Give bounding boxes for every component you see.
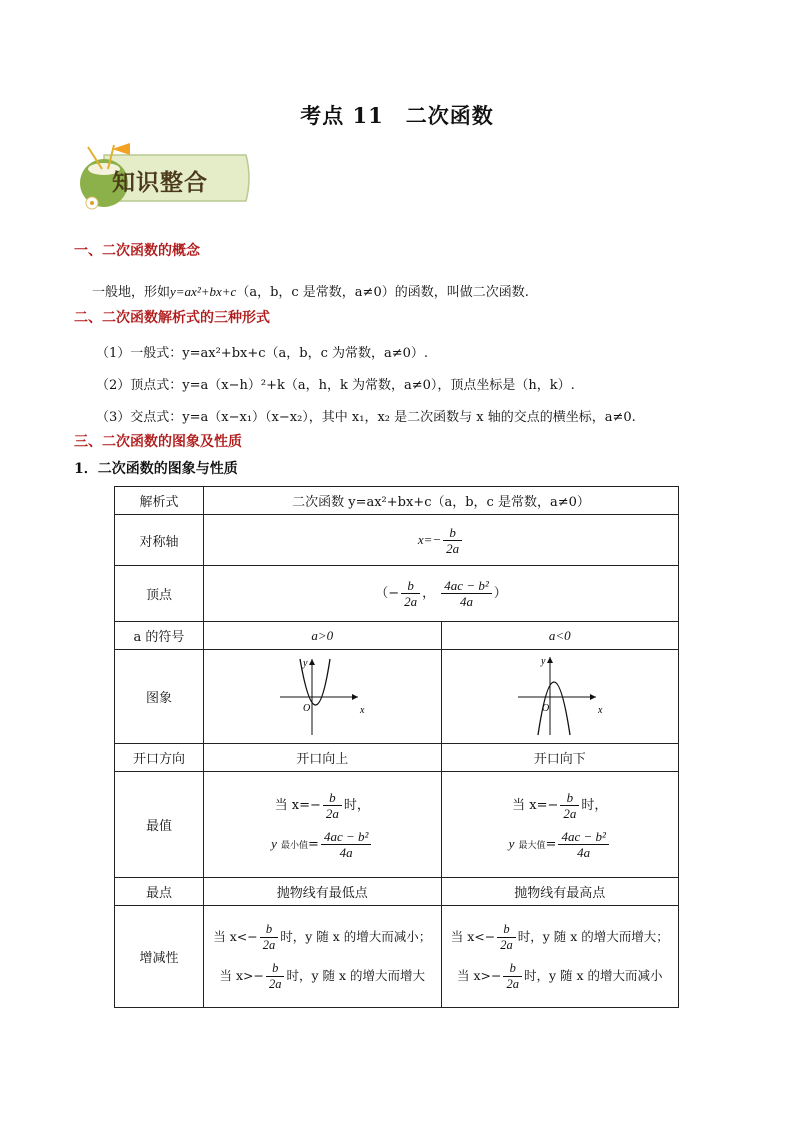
extreme-min: 当 x=− $\frac{b}{2a}$ 时， y 最小值= $\frac{\text{4ac − b²}}{4a}$ — [204, 772, 442, 878]
lowest-point: 抛物线有最低点 — [204, 878, 442, 906]
row-label: 增减性 — [115, 906, 204, 1008]
section2-heading: 二、二次函数解析式的三种形式 — [74, 310, 270, 326]
table-row — [115, 515, 679, 566]
open-up: 开口向上 — [204, 744, 442, 772]
table-row — [115, 622, 679, 650]
sign-positive: a>0 — [204, 622, 442, 650]
extreme-max: 当 x=− $\frac{b}{2a}$ 时， y 最大值= $\frac{\text{4ac − b²}}{4a}$ — [441, 772, 679, 878]
graph-x-label: x — [597, 704, 603, 716]
row-label: 解析式 — [115, 487, 204, 515]
parabola-up-graph — [272, 651, 372, 739]
section1-heading: 一、二次函数的概念 — [74, 243, 200, 259]
row-label: 图象 — [115, 650, 204, 744]
section1-text: 一般地，形如y=ax²+bx+c（a，b，c 是常数，a≠0）的函数，叫做二次函数. — [92, 284, 529, 300]
graph-origin-label: O — [303, 702, 311, 714]
highest-point: 抛物线有最高点 — [441, 878, 679, 906]
axis-value: x=− $\frac{b}{2a}$ — [204, 515, 679, 566]
section3-heading: 三、二次函数的图象及性质 — [74, 434, 242, 450]
page-title: 考点 11 二次函数 — [300, 103, 494, 128]
row-label: 最值 — [115, 772, 204, 878]
row-label: 最点 — [115, 878, 204, 906]
row-label: 顶点 — [115, 566, 204, 622]
sign-negative: a<0 — [441, 622, 679, 650]
open-down: 开口向下 — [441, 744, 679, 772]
form-general: （1）一般式：y=ax²+bx+c（a，b，c 为常数，a≠0）. — [96, 346, 429, 361]
umbrella-icon — [112, 143, 130, 155]
graph-y-label: y — [303, 657, 308, 669]
graph-y-label: y — [540, 655, 546, 667]
graph-x-label: x — [360, 704, 365, 716]
properties-table — [114, 486, 679, 1008]
monotonic-downward: 当 x<− $\frac{b}{2a}$ 时，y 随 x 的增大而增大； 当 x>− $\frac{b}{2a}$ 时，y 随 x 的增大而减小 — [441, 906, 679, 1008]
form-intercept: （3）交点式：y=a（x−x₁）（x−x₂），其中 x₁，x₂ 是二次函数与 x 轴的交点的横坐标，a≠0. — [96, 410, 636, 425]
row-label: 对称轴 — [115, 515, 204, 566]
table-row — [115, 744, 679, 772]
subsection-heading: 1．二次函数的图象与性质 — [74, 461, 238, 477]
table-row — [115, 566, 679, 622]
row-label: a 的符号 — [115, 622, 204, 650]
form-vertex: （2）顶点式：y=a（x−h）²+k（a，h，k 为常数，a≠0），顶点坐标是（h，k）. — [96, 378, 575, 393]
table-row — [115, 772, 679, 878]
monotonic-upward: 当 x<− $\frac{b}{2a}$ 时，y 随 x 的增大而减小； 当 x>− $\frac{b}{2a}$ 时，y 随 x 的增大而增大 — [204, 906, 442, 1008]
table-row — [115, 878, 679, 906]
expr-value: 二次函数 y=ax²+bx+c（a，b，c 是常数，a≠0） — [204, 487, 679, 515]
table-row — [115, 487, 679, 515]
table-row — [115, 650, 679, 744]
row-label: 开口方向 — [115, 744, 204, 772]
graph-upward — [204, 650, 442, 744]
parabola-down-graph — [510, 651, 610, 739]
table-row — [115, 906, 679, 1008]
vertex-value: （− $\frac{b}{2a}$ ， $\frac{\text{4ac − b²}}{4a}$ ） — [204, 566, 679, 622]
graph-origin-label: O — [541, 702, 549, 714]
banner-label: 知识整合 — [112, 169, 208, 196]
graph-downward — [441, 650, 679, 744]
